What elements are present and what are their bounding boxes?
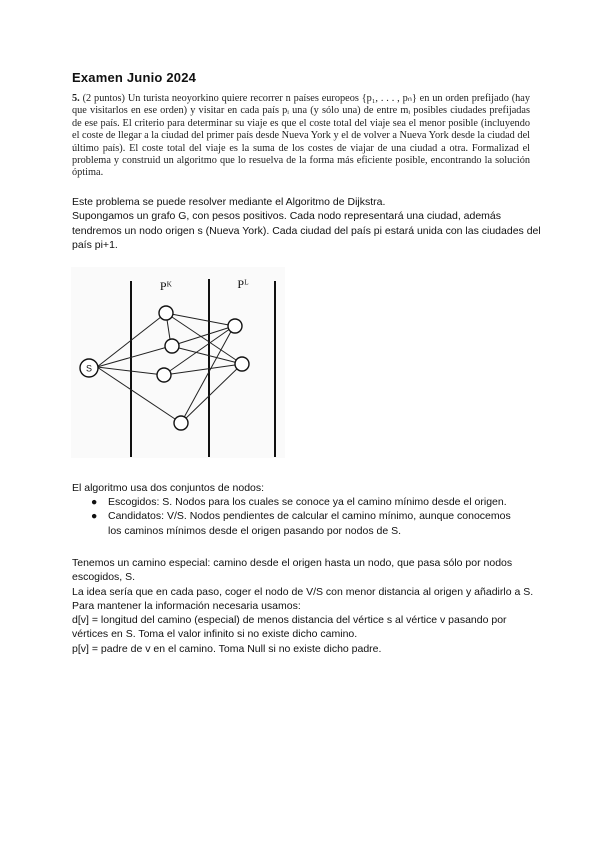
closing-paragraph: La idea sería que en cada paso, coger el nodo de V/S con menor distancia al origen y añadirlo a S. xyxy=(72,585,534,598)
bullet-icon: ● xyxy=(91,496,98,508)
intro-section xyxy=(72,195,542,252)
intro-paragraph: Supongamos un grafo G, con pesos positivos. Cada nodo representará una ciudad, además tendremos un nodo origen s (Nueva York). Cada ciudad del país pi estará unida con las ciudades del país pi+1. xyxy=(72,210,541,251)
bullet-icon: ● xyxy=(91,510,98,523)
graph-node xyxy=(228,319,242,333)
problem-number: 5. xyxy=(72,93,80,104)
graph-node xyxy=(235,357,249,371)
closing-paragraph: p[v] = padre de v en el camino. Toma Null si no existe dicho padre. xyxy=(72,642,382,655)
page-title: Examen Junio 2024 xyxy=(72,70,197,85)
graph-node xyxy=(157,368,171,382)
closing-paragraph: Para mantener la información necesaria usamos: xyxy=(72,599,301,612)
graph-diagram xyxy=(71,267,285,458)
list-item-text: Candidatos: V/S. Nodos pendientes de calcular el camino mínimo, aunque conocemos los caminos mínimos desde el origen pasando por nodos de S. xyxy=(108,510,511,537)
closing-paragraph: d[v] = longitud del camino (especial) de menos distancia del vértice s al vértice v pasando por vértices en S. Toma el valor infinito si no existe dicho camino. xyxy=(72,614,507,641)
source-node-label: S xyxy=(85,363,93,374)
closing-paragraph: Tenemos un camino especial: camino desde el origen hasta un nodo, que pasa sólo por nodos escogidos, S. xyxy=(72,557,513,584)
sets-intro: El algoritmo usa dos conjuntos de nodos: xyxy=(72,482,265,494)
problem-points: (2 puntos) xyxy=(82,93,125,104)
graph-node xyxy=(165,339,179,353)
problem-statement xyxy=(72,93,530,180)
intro-paragraph: Este problema se puede resolver mediante el Algoritmo de Dijkstra. xyxy=(72,196,386,208)
list-item xyxy=(91,495,511,509)
closing-section xyxy=(72,556,542,656)
column-label-l: Pᴸ xyxy=(237,277,249,291)
graph-node xyxy=(159,306,173,320)
sets-list xyxy=(91,495,511,538)
problem-text: Un turista neoyorkino quiere recorrer n países europeos {p₁, . . . , pₙ} en un orden prefijado (hay que visitarlos en ese orden) y visitar en cada país pᵢ una (y sólo una) de entre mᵢ posibles ciudades prefijadas de ese país. El criterio para determinar su viaje es que el coste total del viaje sea el menor posible (incluyendo el coste de llegar a la ciudad del primer país desde Nueva York y el de volver a Nueva York desde la ciudad del último país). El coste total del viaje es la suma de los costes de viajar de una ciudad a otra. Formalizad el problema y construid un algoritmo que lo resuelva de la forma más eficiente posible, encontrando la solución óptima. xyxy=(72,93,531,179)
list-item xyxy=(91,509,511,538)
graph-node xyxy=(174,416,188,430)
list-item-text: Escogidos: S. Nodos para los cuales se conoce ya el camino mínimo desde el origen. xyxy=(108,496,507,508)
column-label-k: Pᴷ xyxy=(159,279,173,293)
